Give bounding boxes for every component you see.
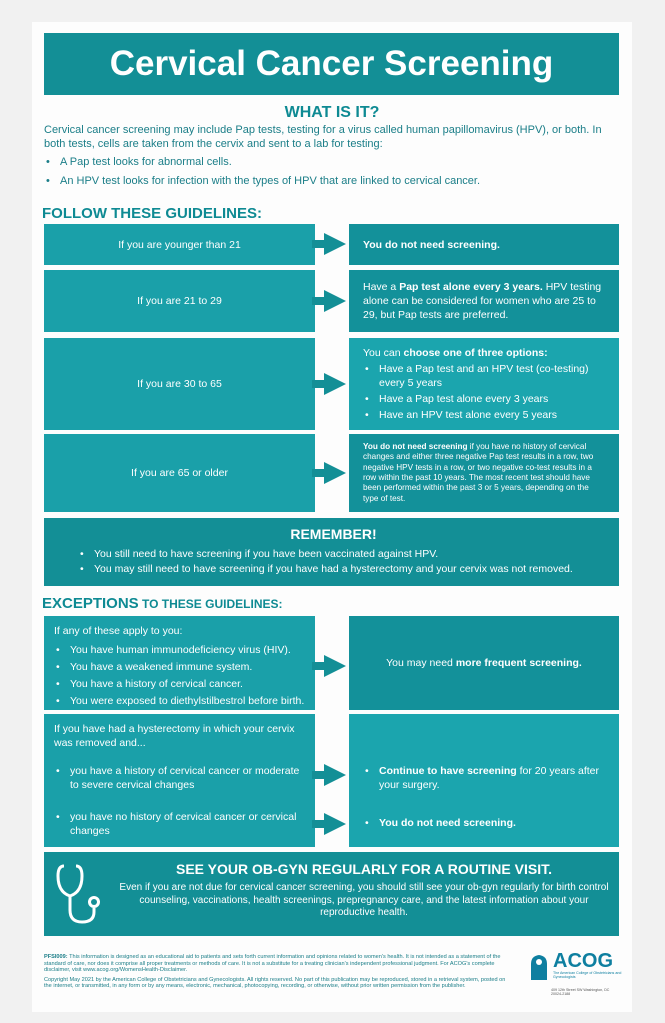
footer-disclaimer	[44, 954, 509, 993]
advice-cell-under-21	[349, 224, 619, 265]
advice-text: HPV testing alone can be considered for women who are 25 to 29, but Pap tests are preferred.	[363, 281, 602, 321]
advice-bold: You do not need screening	[363, 441, 468, 451]
advice-text: if you have no history of cervical changes and either three negative Pap test results in a row, two negative HPV tests in a row, or two negative co-test results in a row within the past 10 years. The most recent test should have been performed within the past 3 or 5 years, depending on the type of test.	[363, 441, 594, 503]
acog-emblem-icon	[527, 952, 551, 982]
advice-bold: Continue to have screening	[379, 764, 517, 777]
footer-disclaimer-text: This information is designed as an educational aid to patients and sets forth current information and opinions related to women's health. It is not intended as a statement of the standard of care, nor does it comprise all proper treatments or methods of care. It is not a substitute for a treating clinician's independent professional judgment. For ACOG's complete disclaimer, visit www.acog.org/WomensHealth-Disclaimer.	[44, 954, 501, 974]
exceptions-heading-main: EXCEPTIONS	[42, 595, 139, 612]
list-item: • you have a history of cervical cancer or moderate to severe cervical changes	[54, 764, 305, 792]
advice-bold: Pap test alone every 3 years.	[399, 281, 543, 293]
logo-name: ACOG	[553, 950, 613, 972]
age-cell-under-21	[44, 224, 315, 265]
arrow-icon	[324, 462, 346, 484]
what-is-it-section	[44, 123, 619, 193]
advice-text: Have a	[363, 281, 400, 293]
stethoscope-icon	[54, 862, 104, 928]
remember-box	[44, 518, 619, 586]
exceptions-heading	[42, 595, 282, 612]
list-item: • You have a history of cervical cancer.	[54, 677, 305, 691]
list-item: • You may still need to have screening if you have had a hysterectomy and your cervix was not removed.	[78, 562, 589, 577]
logo-subtitle: The American College of Obstetricians and Gynecologists	[553, 971, 622, 980]
page-title: Cervical Cancer Screening	[44, 33, 619, 95]
age-label: If you are 30 to 65	[137, 378, 222, 390]
exceptions-heading-rest: TO THESE GUIDELINES:	[138, 597, 283, 611]
advice-bold: choose one of three options:	[403, 347, 548, 359]
list-item	[363, 764, 605, 792]
advice-cell-21-29	[349, 270, 619, 332]
poster	[32, 22, 632, 1012]
list-item: • You have a weakened immune system.	[54, 660, 305, 674]
logo-address: 409 12th Street SW Washington, DC 20024-2188	[551, 988, 610, 997]
see-obgyn-body: Even if you are not due for cervical cancer screening, you should still see your ob-gyn regularly for birth control counseling, vaccinations, health screenings, prepregnancy care, and the latest information about your reproductive health.	[119, 882, 609, 918]
age-label: If you are younger than 21	[118, 238, 241, 251]
list-item: • you have no history of cervical cancer or cervical changes	[54, 810, 305, 838]
list-item: • Have a Pap test and an HPV test (co-testing) every 5 years	[363, 362, 605, 390]
exception-advice-frequent	[349, 616, 619, 710]
list-item: • Have an HPV test alone every 5 years	[363, 408, 605, 422]
arrow-icon	[324, 233, 346, 255]
list-item: • You still need to have screening if you have been vaccinated against HPV.	[78, 547, 589, 562]
advice-cell-30-65	[349, 338, 619, 430]
what-is-it-body: Cervical cancer screening may include Pap tests, testing for a virus called human papillomavirus (HPV), or both. In both tests, cells are taken from the cervix and sent to a lab for testing:	[44, 124, 602, 150]
advice-bold: more frequent screening.	[455, 657, 582, 669]
list-item: • You have human immunodeficiency virus (HIV).	[54, 643, 305, 657]
age-cell-30-65	[44, 338, 315, 430]
age-label: If you are 65 or older	[131, 467, 228, 479]
advice-bold: You do not need screening.	[379, 816, 516, 829]
exception-intro: If any of these apply to you:	[54, 625, 183, 637]
list-item: • You were exposed to diethylstilbestrol before birth.	[54, 694, 305, 708]
list-item: • A Pap test looks for abnormal cells.	[44, 155, 619, 169]
see-obgyn-box	[44, 852, 619, 936]
arrow-icon	[324, 373, 346, 395]
arrow-icon	[324, 290, 346, 312]
advice-text: You may need	[386, 657, 456, 669]
advice-text: for 20 years after your surgery.	[379, 764, 599, 791]
what-is-it-heading: WHAT IS IT?	[284, 104, 380, 121]
age-label: If you are 21 to 29	[137, 295, 222, 307]
see-obgyn-heading: SEE YOUR OB-GYN REGULARLY FOR A ROUTINE VISIT.	[176, 861, 552, 877]
guidelines-heading: FOLLOW THESE GUIDELINES:	[42, 205, 262, 222]
footer-copyright: Copyright May 2021 by the American College of Obstetricians and Gynecologists. All rights reserved. No part of this publication may be reproduced, stored in a retrieval system, posted on the internet, or transmitted, in any form or by any means, electronic, mechanical, photocopying, recording, or otherwise, without prior written permission from the publisher.	[44, 976, 506, 990]
hysterectomy-intro: If you have had a hysterectomy in which your cervix was removed and...	[54, 723, 295, 749]
advice-cell-65-plus	[349, 434, 619, 512]
list-item: • An HPV test looks for infection with the types of HPV that are linked to cervical cancer.	[44, 174, 619, 188]
remember-heading: REMEMBER!	[290, 526, 377, 542]
advice-text: You can	[363, 347, 404, 359]
exception-conditions	[44, 616, 315, 710]
list-item	[363, 816, 605, 830]
list-item: • Have a Pap test alone every 3 years	[363, 392, 605, 406]
hysterectomy-advice	[349, 714, 619, 847]
advice-bold: You do not need screening.	[363, 238, 500, 251]
hysterectomy-conditions	[44, 714, 315, 847]
arrow-icon	[324, 764, 346, 786]
age-cell-65-plus	[44, 434, 315, 512]
arrow-icon	[324, 655, 346, 677]
age-cell-21-29	[44, 270, 315, 332]
arrow-icon	[324, 813, 346, 835]
footer-code: PFSI009:	[44, 954, 68, 960]
